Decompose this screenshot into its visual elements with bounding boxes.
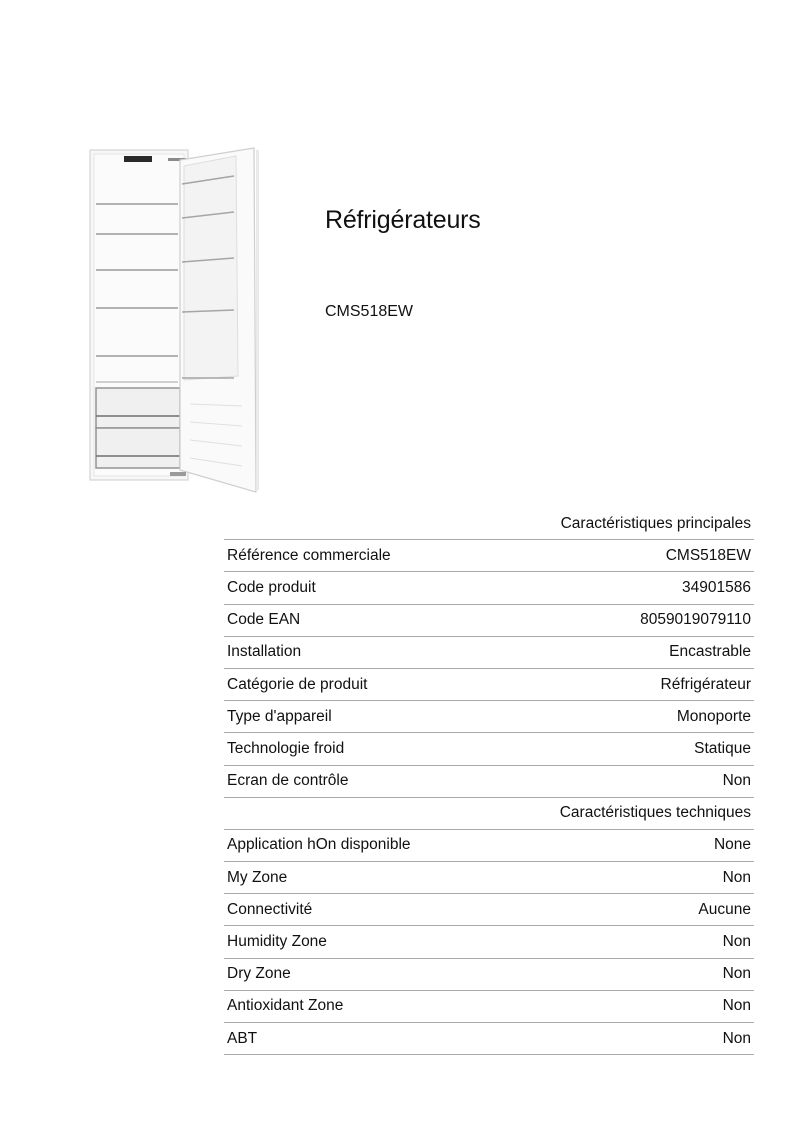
spec-value: Non: [484, 1023, 754, 1055]
spec-value: 34901586: [484, 572, 754, 604]
page-title: Réfrigérateurs: [325, 206, 481, 234]
spec-value: Aucune: [484, 894, 754, 926]
model-reference: CMS518EW: [325, 303, 414, 320]
table-row: [224, 540, 754, 572]
spec-value: None: [484, 829, 754, 861]
table-row: [224, 733, 754, 765]
spec-label: Type d'appareil: [224, 701, 484, 733]
table-row: [224, 604, 754, 636]
spec-label: Code produit: [224, 572, 484, 604]
section-title: Caractéristiques techniques: [484, 797, 754, 829]
spec-label: Connectivité: [224, 894, 484, 926]
spec-value: Encastrable: [484, 636, 754, 668]
refrigerator-image: [84, 140, 264, 496]
spec-value: Statique: [484, 733, 754, 765]
spec-value: Monoporte: [484, 701, 754, 733]
spec-label: Humidity Zone: [224, 926, 484, 958]
spec-value: Non: [484, 765, 754, 797]
spec-label: Code EAN: [224, 604, 484, 636]
table-row: [224, 926, 754, 958]
table-row: [224, 572, 754, 604]
spec-label: Dry Zone: [224, 958, 484, 990]
spec-label: Ecran de contrôle: [224, 765, 484, 797]
table-row: [224, 958, 754, 990]
spec-value: Non: [484, 990, 754, 1022]
section-header: [224, 508, 754, 540]
spec-value: Non: [484, 862, 754, 894]
spec-value: Non: [484, 958, 754, 990]
section-header: [224, 797, 754, 829]
table-row: [224, 862, 754, 894]
spec-label: Catégorie de produit: [224, 668, 484, 700]
spec-label: Antioxidant Zone: [224, 990, 484, 1022]
specifications-table: [224, 508, 754, 1055]
table-row: [224, 668, 754, 700]
spec-value: Réfrigérateur: [484, 668, 754, 700]
table-row: [224, 990, 754, 1022]
spec-label: Technologie froid: [224, 733, 484, 765]
table-row: [224, 829, 754, 861]
table-row: [224, 701, 754, 733]
table-row: [224, 1023, 754, 1055]
spec-label: My Zone: [224, 862, 484, 894]
spec-value: CMS518EW: [484, 540, 754, 572]
spec-label: Référence commerciale: [224, 540, 484, 572]
table-row: [224, 765, 754, 797]
spec-value: Non: [484, 926, 754, 958]
table-row: [224, 636, 754, 668]
spec-value: 8059019079110: [484, 604, 754, 636]
section-title: Caractéristiques principales: [484, 508, 754, 540]
table-row: [224, 894, 754, 926]
spec-label: ABT: [224, 1023, 484, 1055]
spec-label: Application hOn disponible: [224, 829, 484, 861]
spec-label: Installation: [224, 636, 484, 668]
